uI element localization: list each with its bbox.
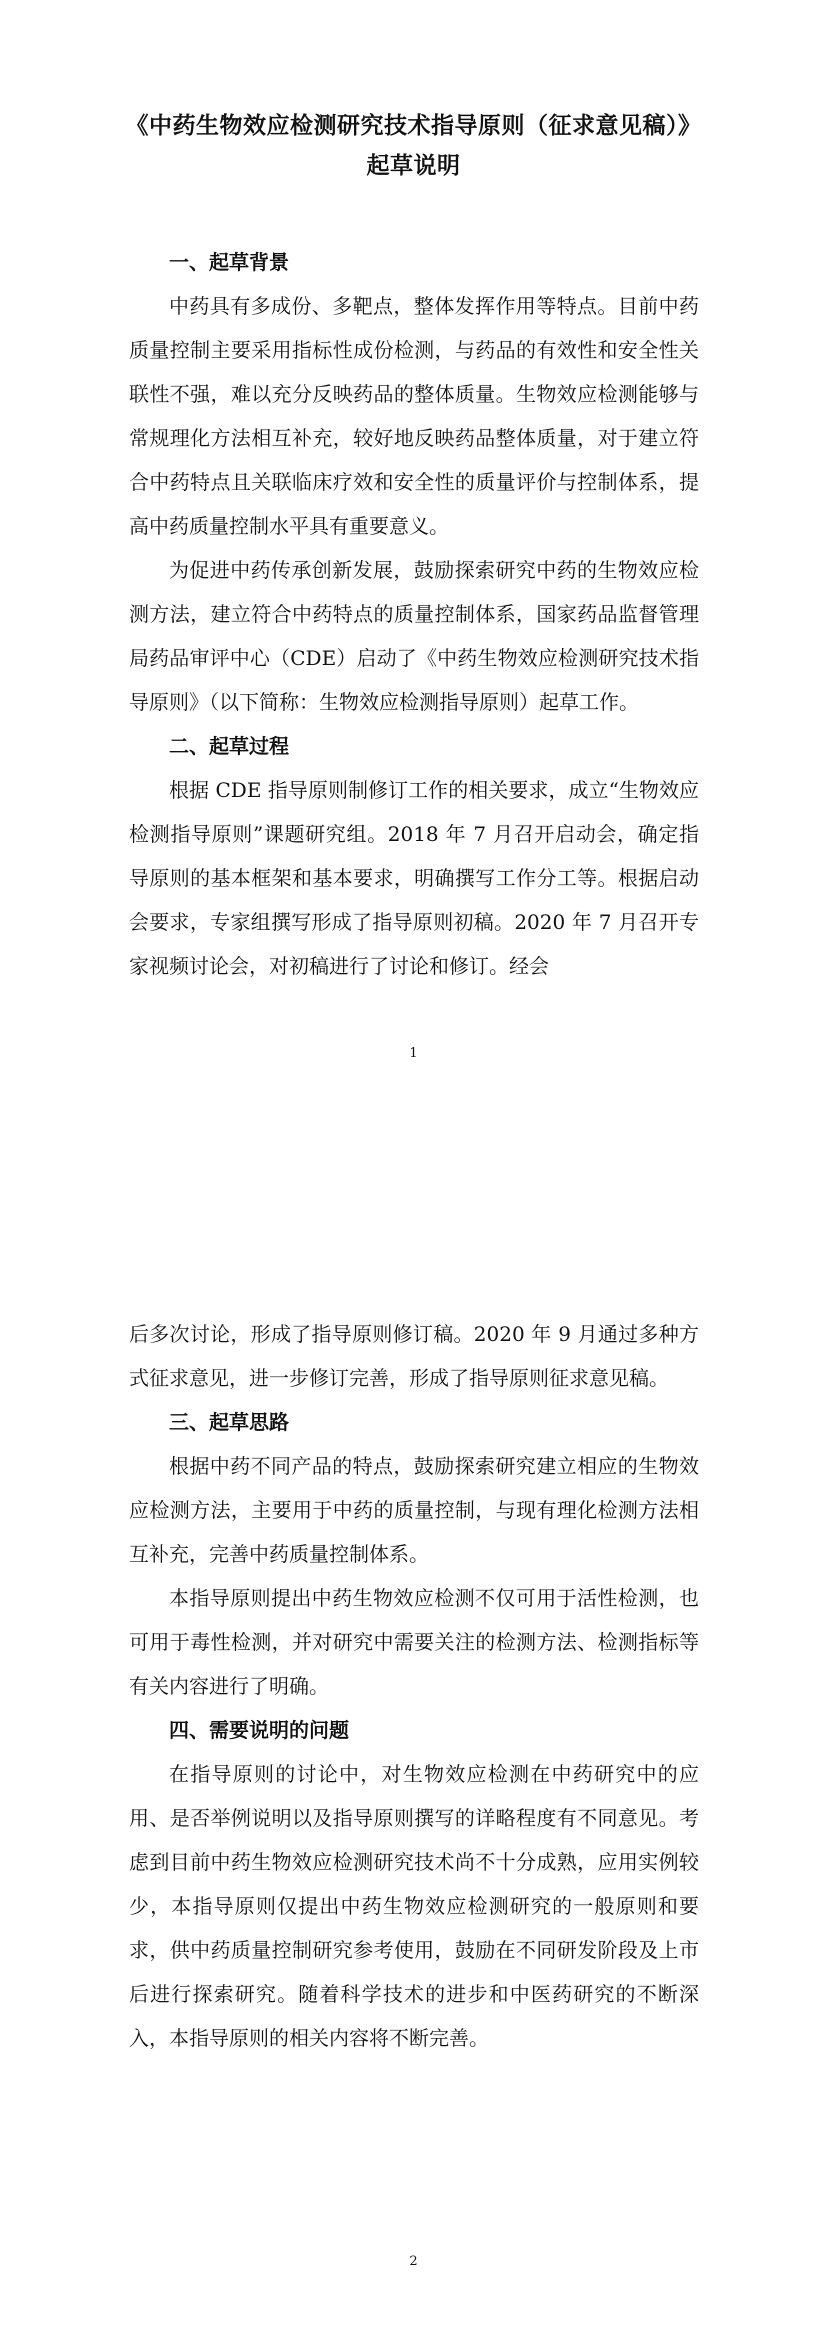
paragraph-approach-2: 本指导原则提出中药生物效应检测不仅可用于活性检测，也可用于毒性检测，并对研究中需要关注的检测方法、检测指标等有关内容进行了明确。 xyxy=(129,1586,699,1698)
paragraph-process-continued: 后多次讨论，形成了指导原则修订稿。2020 年 9 月通过多种方式征求意见，进一步修订完善，形成了指导原则征求意见稿。 xyxy=(129,1322,699,1390)
section-heading-background: 一、起草背景 xyxy=(169,250,289,274)
paragraph-background-1: 中药具有多成份、多靶点，整体发挥作用等特点。目前中药质量控制主要采用指标性成份检测，与药品的有效性和安全性关联性不强，难以充分反映药品的整体质量。生物效应检测能够与常规理化方法相互补充，较好地反映药品整体质量，对于建立符合中药特点且关联临床疗效和安全性的质量评价与控制体系，提高中药质量控制水平具有重要意义。 xyxy=(129,294,699,538)
paragraph-issues-1: 在指导原则的讨论中，对生物效应检测在中药研究中的应用、是否举例说明以及指导原则撰写的详略程度有不同意见。考虑到目前中药生物效应检测研究技术尚不十分成熟，应用实例较少，本指导原则仅提出中药生物效应检测研究的一般原则和要求，供中药质量控制研究参考使用，鼓励在不同研发阶段及上市后进行探索研究。随着科学技术的进步和中医药研究的不断深入，本指导原则的相关内容将不断完善。 xyxy=(129,1762,699,2050)
page-number: 1 xyxy=(409,1046,418,1061)
document-page-2 xyxy=(0,1170,827,2340)
paragraph-background-2: 为促进中药传承创新发展，鼓励探索研究中药的生物效应检测方法，建立符合中药特点的质量控制体系，国家药品监督管理局药品审评中心（CDE）启动了《中药生物效应检测研究技术指导原则》（以下简称：生物效应检测指导原则）起草工作。 xyxy=(129,558,699,714)
page1-body xyxy=(129,240,699,988)
section-heading-process: 二、起草过程 xyxy=(169,734,289,758)
page-number: 2 xyxy=(409,2254,418,2269)
document-subtitle: 起草说明 xyxy=(366,152,461,179)
paragraph-approach-1: 根据中药不同产品的特点，鼓励探索研究建立相应的生物效应检测方法，主要用于中药的质量控制，与现有理化检测方法相互补充，完善中药质量控制体系。 xyxy=(129,1454,699,1566)
section-heading-approach: 三、起草思路 xyxy=(169,1410,289,1434)
page2-body xyxy=(129,1312,699,2060)
paragraph-process-1: 根据 CDE 指导原则制修订工作的相关要求，成立“生物效应检测指导原则”课题研究组。2018 年 7 月召开启动会，确定指导原则的基本框架和基本要求，明确撰写工作分工等。根据启动会要求，专家组撰写形成了指导原则初稿。2020 年 7 月召开专家视频讨论会，对初稿进行了讨论和修订。经会 xyxy=(129,778,699,978)
section-heading-issues: 四、需要说明的问题 xyxy=(169,1718,349,1742)
document-title: 《中药生物效应检测研究技术指导原则（征求意见稿）》 xyxy=(125,112,702,139)
